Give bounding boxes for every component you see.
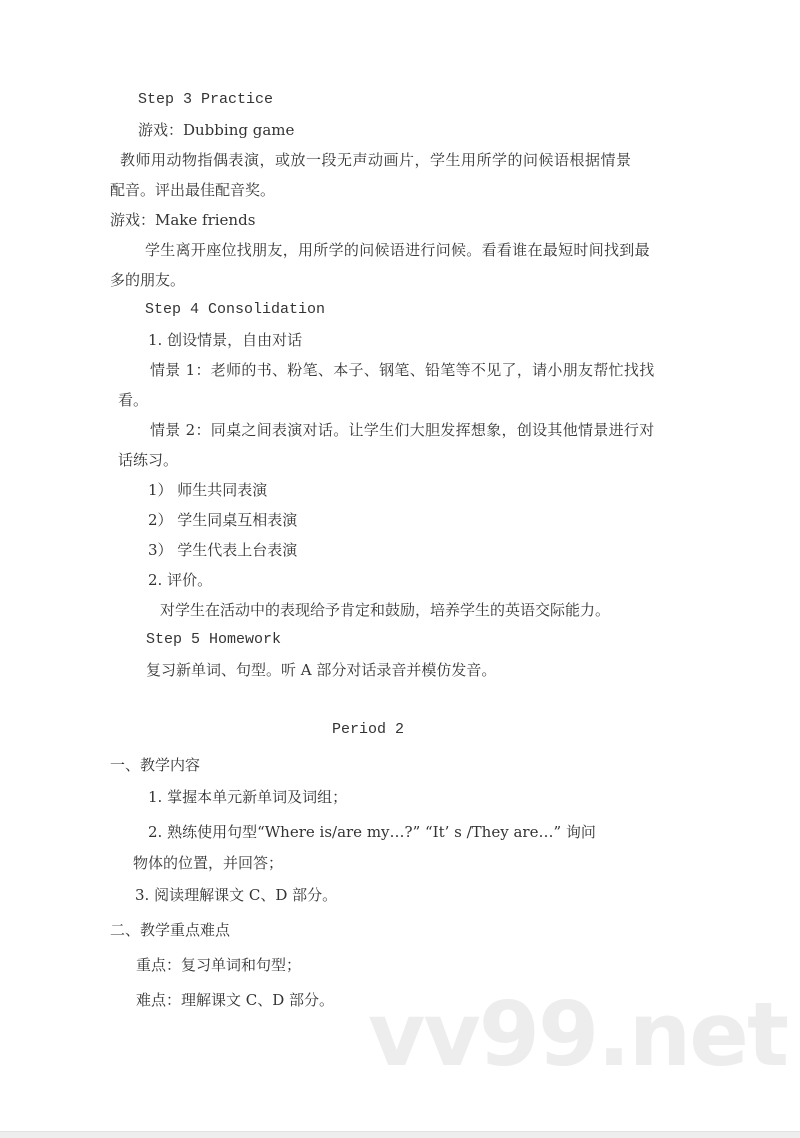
paragraph: 对学生在活动中的表现给予肯定和鼓励，培养学生的英语交际能力。 (160, 601, 611, 619)
period-title: Period 2 (332, 721, 405, 738)
list-item: 2. 评价。 (148, 571, 213, 589)
paragraph: 物体的位置，并回答； (133, 854, 284, 872)
step4-heading: Step 4 Consolidation (145, 301, 326, 318)
list-item: 1） 师生共同表演 (148, 481, 268, 499)
watermark: vv99.net (368, 983, 788, 1086)
step5-heading: Step 5 Homework (146, 631, 282, 648)
section-heading: 二、教学重点难点 (110, 921, 231, 939)
paragraph: 配音。评出最佳配音奖。 (110, 181, 276, 199)
list-item: 2. 熟练使用句型“Where is/are my…?” “It’ s /They are…” 询问 (148, 823, 596, 841)
paragraph: 多的朋友。 (110, 271, 186, 289)
paragraph: 重点：复习单词和句型； (136, 956, 302, 974)
list-item: 3） 学生代表上台表演 (148, 541, 298, 559)
list-item: 1. 创设情景，自由对话 (148, 331, 303, 349)
paragraph: 学生离开座位找朋友，用所学的问候语进行问候。看看谁在最短时间找到最 (145, 241, 650, 259)
paragraph: 情景 1：老师的书、粉笔、本子、钢笔、铅笔等不见了，请小朋友帮忙找找 (150, 361, 655, 379)
step3-heading: Step 3 Practice (138, 91, 274, 108)
game-make-friends: 游戏：Make friends (110, 211, 256, 229)
section-heading: 一、教学内容 (110, 756, 201, 774)
paragraph: 话练习。 (118, 451, 179, 469)
paragraph: 教师用动物指偶表演，或放一段无声动画片，学生用所学的问候语根据情景 (120, 151, 632, 169)
list-item: 2） 学生同桌互相表演 (148, 511, 298, 529)
paragraph: 难点：理解课文 C、D 部分。 (136, 991, 335, 1009)
paragraph: 情景 2：同桌之间表演对话。让学生们大胆发挥想象，创设其他情景进行对 (150, 421, 655, 439)
paragraph: 看。 (118, 391, 149, 409)
game-dubbing: 游戏：Dubbing game (138, 121, 295, 139)
list-item: 3. 阅读理解课文 C、D 部分。 (135, 886, 338, 904)
paragraph: 复习新单词、句型。听 A 部分对话录音并模仿发音。 (146, 661, 497, 679)
list-item: 1. 掌握本单元新单词及词组； (148, 788, 348, 806)
